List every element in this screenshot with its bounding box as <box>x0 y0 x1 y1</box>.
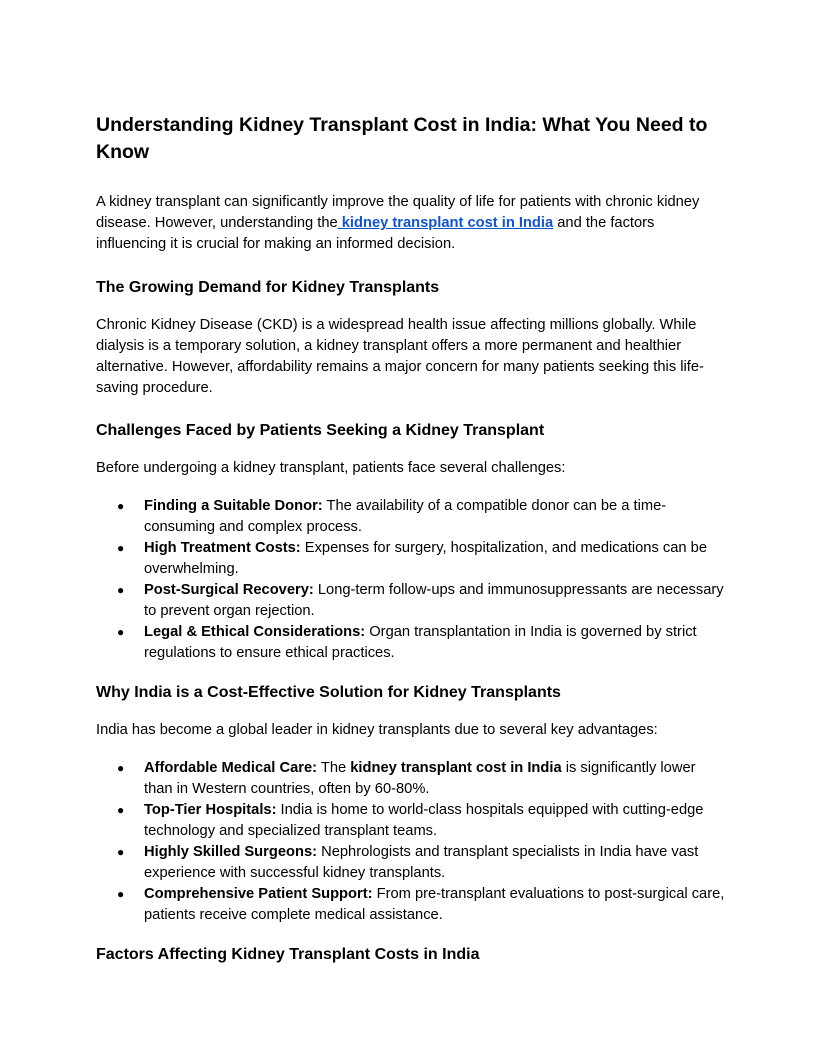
factors-heading: Factors Affecting Kidney Transplant Costs in India <box>96 946 480 963</box>
list-item <box>96 622 726 664</box>
document-page <box>96 112 726 982</box>
list-item-label: Top-Tier Hospitals: <box>144 802 277 818</box>
bullet-icon: ● <box>117 625 125 639</box>
list-item <box>96 580 726 622</box>
bullet-icon: ● <box>117 541 125 555</box>
bullet-icon: ● <box>117 845 125 859</box>
list-item-label: High Treatment Costs: <box>144 540 301 556</box>
why-india-heading: Why India is a Cost-Effective Solution for Kidney Transplants <box>96 684 561 701</box>
list-item-text: India is home to world-class hospitals equipped with cutting-edge technology and specialized transplant teams. <box>144 802 704 839</box>
list-item-label: Highly Skilled Surgeons: <box>144 844 318 860</box>
list-item-label: Comprehensive Patient Support: <box>144 886 373 902</box>
bullet-icon: ● <box>117 803 125 817</box>
bullet-icon: ● <box>117 761 125 775</box>
list-item-label: Finding a Suitable Donor: <box>144 498 323 514</box>
list-item <box>96 538 726 580</box>
list-item-text: Expenses for surgery, hospitalization, and medications can be overwhelming. <box>144 540 707 577</box>
list-item-label: Affordable Medical Care: <box>144 760 318 776</box>
demand-heading: The Growing Demand for Kidney Transplants <box>96 279 440 296</box>
intro-paragraph <box>96 192 726 255</box>
intro-text-before: A kidney transplant can significantly improve the quality of life for patients with chronic kidney disease. However, understanding the <box>96 194 700 231</box>
list-item-text: Organ transplantation in India is governed by strict regulations to ensure ethical practices. <box>144 624 697 661</box>
why-india-intro: India has become a global leader in kidney transplants due to several key advantages: <box>96 722 658 738</box>
list-item <box>96 800 726 842</box>
list-item-text: The availability of a compatible donor can be a time-consuming and complex process. <box>144 498 667 535</box>
challenges-intro: Before undergoing a kidney transplant, patients face several challenges: <box>96 460 566 476</box>
list-item-label: Post-Surgical Recovery: <box>144 582 314 598</box>
challenges-list <box>96 496 726 664</box>
list-item-label: Legal & Ethical Considerations: <box>144 624 366 640</box>
kidney-transplant-cost-link[interactable]: kidney transplant cost in India <box>337 215 554 231</box>
bullet-icon: ● <box>117 499 125 513</box>
list-item-text-before: The <box>317 760 351 776</box>
list-item <box>96 758 726 800</box>
list-item <box>96 496 726 538</box>
list-item-text: Nephrologists and transplant specialists in India have vast experience with successful kidney transplants. <box>144 844 699 881</box>
page-title: Understanding Kidney Transplant Cost in India: What You Need to Know <box>96 114 708 163</box>
list-item <box>96 884 726 926</box>
list-item <box>96 842 726 884</box>
challenges-heading: Challenges Faced by Patients Seeking a Kidney Transplant <box>96 422 545 439</box>
demand-paragraph: Chronic Kidney Disease (CKD) is a widespread health issue affecting millions globally. While dialysis is a temporary solution, a kidney transplant offers a more permanent and healthier alternative. However, affordability remains a major concern for many patients seeking this life-saving procedure. <box>96 317 704 396</box>
list-item-text-after: is significantly lower than in Western countries, often by 60-80%. <box>144 760 696 797</box>
advantages-list <box>96 758 726 926</box>
list-item-text: Long-term follow-ups and immunosuppressants are necessary to prevent organ rejection. <box>144 582 724 619</box>
bullet-icon: ● <box>117 887 125 901</box>
list-item-bold-phrase: kidney transplant cost in India <box>350 760 562 776</box>
list-item-text: From pre-transplant evaluations to post-surgical care, patients receive complete medical assistance. <box>144 886 725 923</box>
intro-text-after: and the factors influencing it is crucial for making an informed decision. <box>96 215 655 252</box>
bullet-icon: ● <box>117 583 125 597</box>
